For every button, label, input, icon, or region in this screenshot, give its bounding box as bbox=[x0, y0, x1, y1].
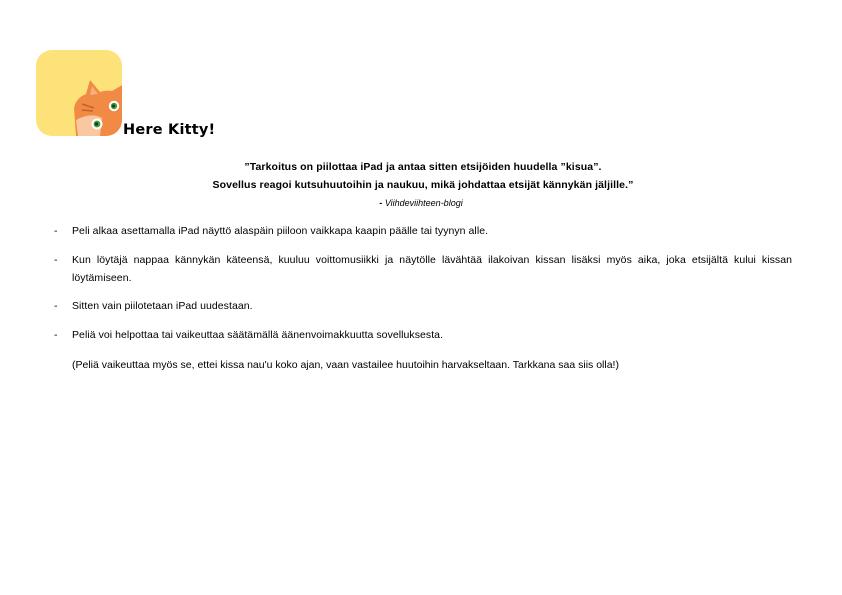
app-icon bbox=[36, 50, 122, 136]
quote-source bbox=[0, 198, 842, 208]
bullet-item-4: Peliä voi helpottaa tai vaikeuttaa säätämällä äänenvoimakkuutta sovelluksesta. bbox=[72, 329, 444, 341]
app-title: Here Kitty! bbox=[123, 122, 216, 138]
source-name: Viihdeviihteen-blogi bbox=[384, 198, 463, 208]
bullet-dash: - bbox=[54, 254, 58, 266]
bullet-dash: - bbox=[54, 329, 58, 341]
note-paragraph: (Peliä vaikeuttaa myös se, ettei kissa nau'u koko ajan, vaan vastailee huutoihin harvakseltaan. Tarkkana saa siis olla!) bbox=[72, 359, 619, 371]
quote-line-2: Sovellus reagoi kutsuhuutoihin ja naukuu, mikä johdattaa etsijät kännykän jäljille.” bbox=[212, 179, 634, 191]
bullet-dash: - bbox=[54, 225, 58, 237]
bullet-item-1: Peli alkaa asettamalla iPad näyttö alaspäin piiloon vaikkapa kaapin päälle tai tyynyn alle. bbox=[72, 225, 489, 237]
source-dash: - bbox=[379, 198, 383, 208]
bullet-dash: - bbox=[54, 300, 58, 312]
quote-line-1: ”Tarkoitus on piilottaa iPad ja antaa sitten etsijöiden huudella ”kisua”. bbox=[244, 161, 602, 173]
bullet-item-2: Kun löytäjä nappaa kännykän käteensä, kuuluu voittomusiikki ja näytölle lävähtää ilakoivan kissan lisäksi myös aika, joka etsijältä kului kissan löytämiseen. bbox=[72, 254, 792, 284]
cat-icon bbox=[36, 50, 122, 136]
bullet-item-3: Sitten vain piilotetaan iPad uudestaan. bbox=[72, 300, 253, 312]
